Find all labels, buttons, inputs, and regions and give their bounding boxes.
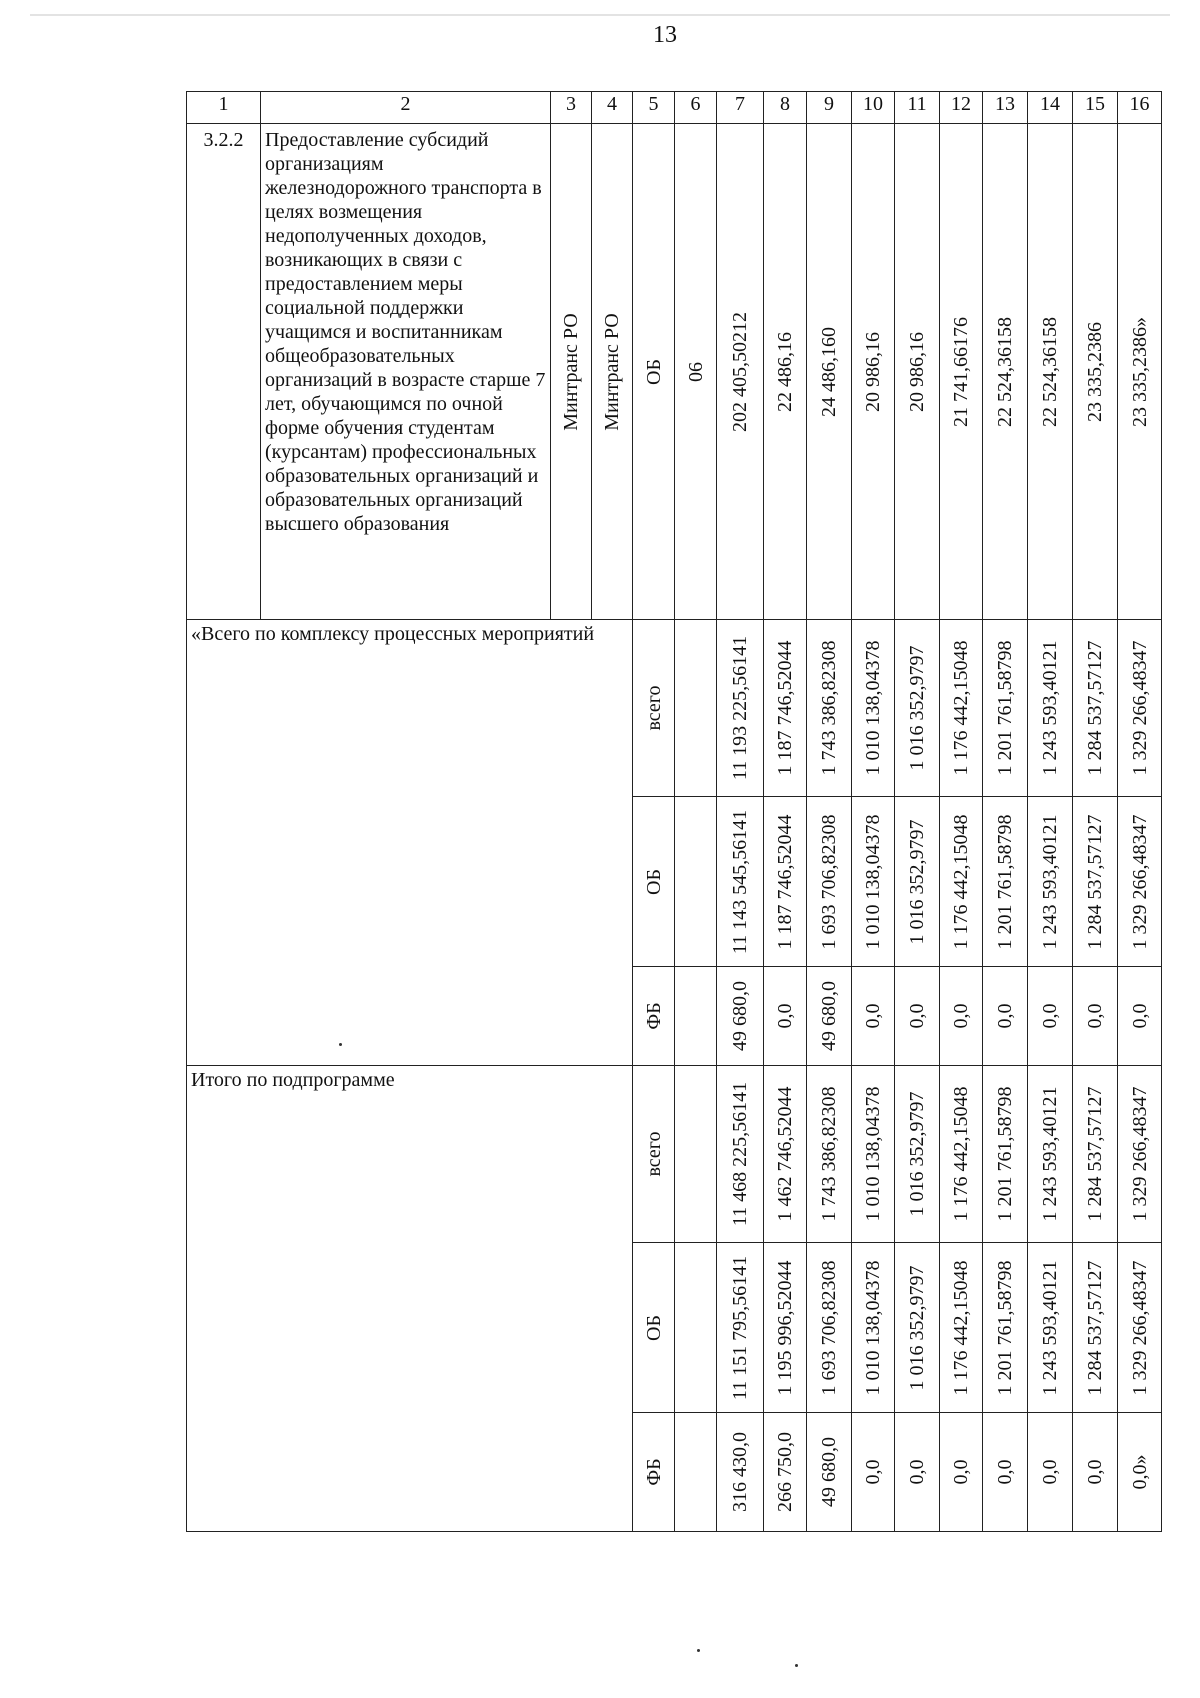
budget-type-cell: ФБ bbox=[633, 967, 675, 1066]
header-cell: 5 bbox=[633, 92, 675, 124]
value-cell: 1 284 537,57127 bbox=[1073, 620, 1118, 797]
value-cell: 0,0 bbox=[1028, 1413, 1073, 1532]
value-cell: 23 335,2386» bbox=[1118, 124, 1162, 620]
value-cell: 1 201 761,58798 bbox=[983, 1243, 1028, 1413]
header-cell: 8 bbox=[764, 92, 807, 124]
value-cell: 0,0 bbox=[852, 1413, 895, 1532]
header-cell: 9 bbox=[807, 92, 852, 124]
value-cell: 1 243 593,40121 bbox=[1028, 620, 1073, 797]
empty-cell bbox=[675, 620, 717, 797]
page-number: 13 bbox=[653, 22, 677, 48]
executor-cell: Минтранс РО bbox=[551, 124, 592, 620]
value-cell: 49 680,0 bbox=[807, 967, 852, 1066]
value-cell: 202 405,50212 bbox=[717, 124, 764, 620]
value-cell: 1 201 761,58798 bbox=[983, 797, 1028, 967]
value-cell: 20 986,16 bbox=[895, 124, 940, 620]
empty-cell bbox=[675, 1243, 717, 1413]
value-cell: 11 151 795,56141 bbox=[717, 1243, 764, 1413]
value-cell: 1 329 266,48347 bbox=[1118, 1066, 1162, 1243]
value-cell: 21 741,66176 bbox=[940, 124, 983, 620]
row-description: Предоставление субсидий организациям железнодорожного транспорта в целях возмещения недополученных доходов, возникающих в связи с предоставлением меры социальной поддержки учащимся и воспитанникам общеобразовательных организаций в возрасте старше 7 лет, обучающимся по очной форме обучения студентам (курсантам) профессиональных образовательных организаций и образовательных организаций высшего образования bbox=[261, 124, 551, 620]
value-cell: 1 016 352,9797 bbox=[895, 797, 940, 967]
header-cell: 15 bbox=[1073, 92, 1118, 124]
scan-dot bbox=[697, 1649, 700, 1652]
value-cell: 11 468 225,56141 bbox=[717, 1066, 764, 1243]
value-cell: 1 201 761,58798 bbox=[983, 1066, 1028, 1243]
value-cell: 0,0 bbox=[983, 1413, 1028, 1532]
value-cell: 20 986,16 bbox=[852, 124, 895, 620]
empty-cell bbox=[675, 1413, 717, 1532]
value-cell: 1 243 593,40121 bbox=[1028, 1243, 1073, 1413]
value-cell: 1 176 442,15048 bbox=[940, 1243, 983, 1413]
value-cell: 1 176 442,15048 bbox=[940, 1066, 983, 1243]
value-cell: 0,0» bbox=[1118, 1413, 1162, 1532]
header-cell: 1 bbox=[187, 92, 261, 124]
value-cell: 1 010 138,04378 bbox=[852, 797, 895, 967]
budget-type-cell: всего bbox=[633, 620, 675, 797]
value-cell: 1 195 996,52044 bbox=[764, 1243, 807, 1413]
scan-dot bbox=[795, 1664, 798, 1667]
scan-dot bbox=[339, 1043, 342, 1046]
table-row bbox=[187, 1066, 1162, 1243]
participant-cell: Минтранс РО bbox=[592, 124, 633, 620]
value-cell: 0,0 bbox=[1118, 967, 1162, 1066]
value-cell: 0,0 bbox=[764, 967, 807, 1066]
value-cell: 0,0 bbox=[983, 967, 1028, 1066]
value-cell: 49 680,0 bbox=[717, 967, 764, 1066]
value-cell: 0,0 bbox=[940, 1413, 983, 1532]
value-cell: 1 176 442,15048 bbox=[940, 620, 983, 797]
header-cell: 11 bbox=[895, 92, 940, 124]
value-cell: 1 693 706,82308 bbox=[807, 797, 852, 967]
value-cell: 1 187 746,52044 bbox=[764, 620, 807, 797]
value-cell: 23 335,2386 bbox=[1073, 124, 1118, 620]
value-cell: 0,0 bbox=[895, 967, 940, 1066]
row-code: 3.2.2 bbox=[187, 124, 261, 620]
value-cell: 266 750,0 bbox=[764, 1413, 807, 1532]
budget-table bbox=[186, 91, 1162, 1532]
value-cell: 0,0 bbox=[1028, 967, 1073, 1066]
value-cell: 1 201 761,58798 bbox=[983, 620, 1028, 797]
value-cell: 1 284 537,57127 bbox=[1073, 797, 1118, 967]
value-cell: 1 016 352,9797 bbox=[895, 1243, 940, 1413]
value-cell: 1 016 352,9797 bbox=[895, 1066, 940, 1243]
budget-type-cell: ОБ bbox=[633, 797, 675, 967]
value-cell: 22 524,36158 bbox=[1028, 124, 1073, 620]
header-cell: 4 bbox=[592, 92, 633, 124]
budget-source-cell: ОБ bbox=[633, 124, 675, 620]
table-row bbox=[187, 620, 1162, 797]
value-cell: 0,0 bbox=[895, 1413, 940, 1532]
value-cell: 1 743 386,82308 bbox=[807, 620, 852, 797]
value-cell: 0,0 bbox=[1073, 1413, 1118, 1532]
scan-artifact bbox=[30, 14, 1170, 16]
empty-cell bbox=[675, 1066, 717, 1243]
subprogram-label: Итого по подпрограмме bbox=[187, 1066, 633, 1532]
table-row bbox=[187, 124, 1162, 620]
value-cell: 1 462 746,52044 bbox=[764, 1066, 807, 1243]
value-cell: 1 284 537,57127 bbox=[1073, 1243, 1118, 1413]
budget-type-cell: всего bbox=[633, 1066, 675, 1243]
value-cell: 1 010 138,04378 bbox=[852, 620, 895, 797]
value-cell: 316 430,0 bbox=[717, 1413, 764, 1532]
value-cell: 1 187 746,52044 bbox=[764, 797, 807, 967]
empty-cell bbox=[675, 797, 717, 967]
header-cell: 12 bbox=[940, 92, 983, 124]
value-cell: 1 243 593,40121 bbox=[1028, 1066, 1073, 1243]
complex-label: «Всего по комплексу процессных мероприятий bbox=[187, 620, 633, 1066]
value-cell: 22 524,36158 bbox=[983, 124, 1028, 620]
value-cell: 1 329 266,48347 bbox=[1118, 620, 1162, 797]
value-cell: 1 329 266,48347 bbox=[1118, 797, 1162, 967]
value-cell: 1 329 266,48347 bbox=[1118, 1243, 1162, 1413]
header-cell: 2 bbox=[261, 92, 551, 124]
value-cell: 1 010 138,04378 bbox=[852, 1243, 895, 1413]
header-cell: 16 bbox=[1118, 92, 1162, 124]
value-cell: 0,0 bbox=[852, 967, 895, 1066]
budget-type-cell: ОБ bbox=[633, 1243, 675, 1413]
value-cell: 0,0 bbox=[940, 967, 983, 1066]
value-cell: 24 486,160 bbox=[807, 124, 852, 620]
value-cell: 1 243 593,40121 bbox=[1028, 797, 1073, 967]
value-cell: 49 680,0 bbox=[807, 1413, 852, 1532]
header-cell: 3 bbox=[551, 92, 592, 124]
header-cell: 13 bbox=[983, 92, 1028, 124]
budget-type-cell: ФБ bbox=[633, 1413, 675, 1532]
header-cell: 10 bbox=[852, 92, 895, 124]
value-cell: 1 284 537,57127 bbox=[1073, 1066, 1118, 1243]
value-cell: 22 486,16 bbox=[764, 124, 807, 620]
value-cell: 1 176 442,15048 bbox=[940, 797, 983, 967]
header-cell: 6 bbox=[675, 92, 717, 124]
value-cell: 1 743 386,82308 bbox=[807, 1066, 852, 1243]
value-cell: 1 693 706,82308 bbox=[807, 1243, 852, 1413]
value-cell: 11 143 545,56141 bbox=[717, 797, 764, 967]
header-cell: 14 bbox=[1028, 92, 1073, 124]
value-cell: 11 193 225,56141 bbox=[717, 620, 764, 797]
code-cell: 06 bbox=[675, 124, 717, 620]
value-cell: 1 010 138,04378 bbox=[852, 1066, 895, 1243]
value-cell: 0,0 bbox=[1073, 967, 1118, 1066]
empty-cell bbox=[675, 967, 717, 1066]
header-cell: 7 bbox=[717, 92, 764, 124]
value-cell: 1 016 352,9797 bbox=[895, 620, 940, 797]
header-row bbox=[187, 92, 1162, 124]
